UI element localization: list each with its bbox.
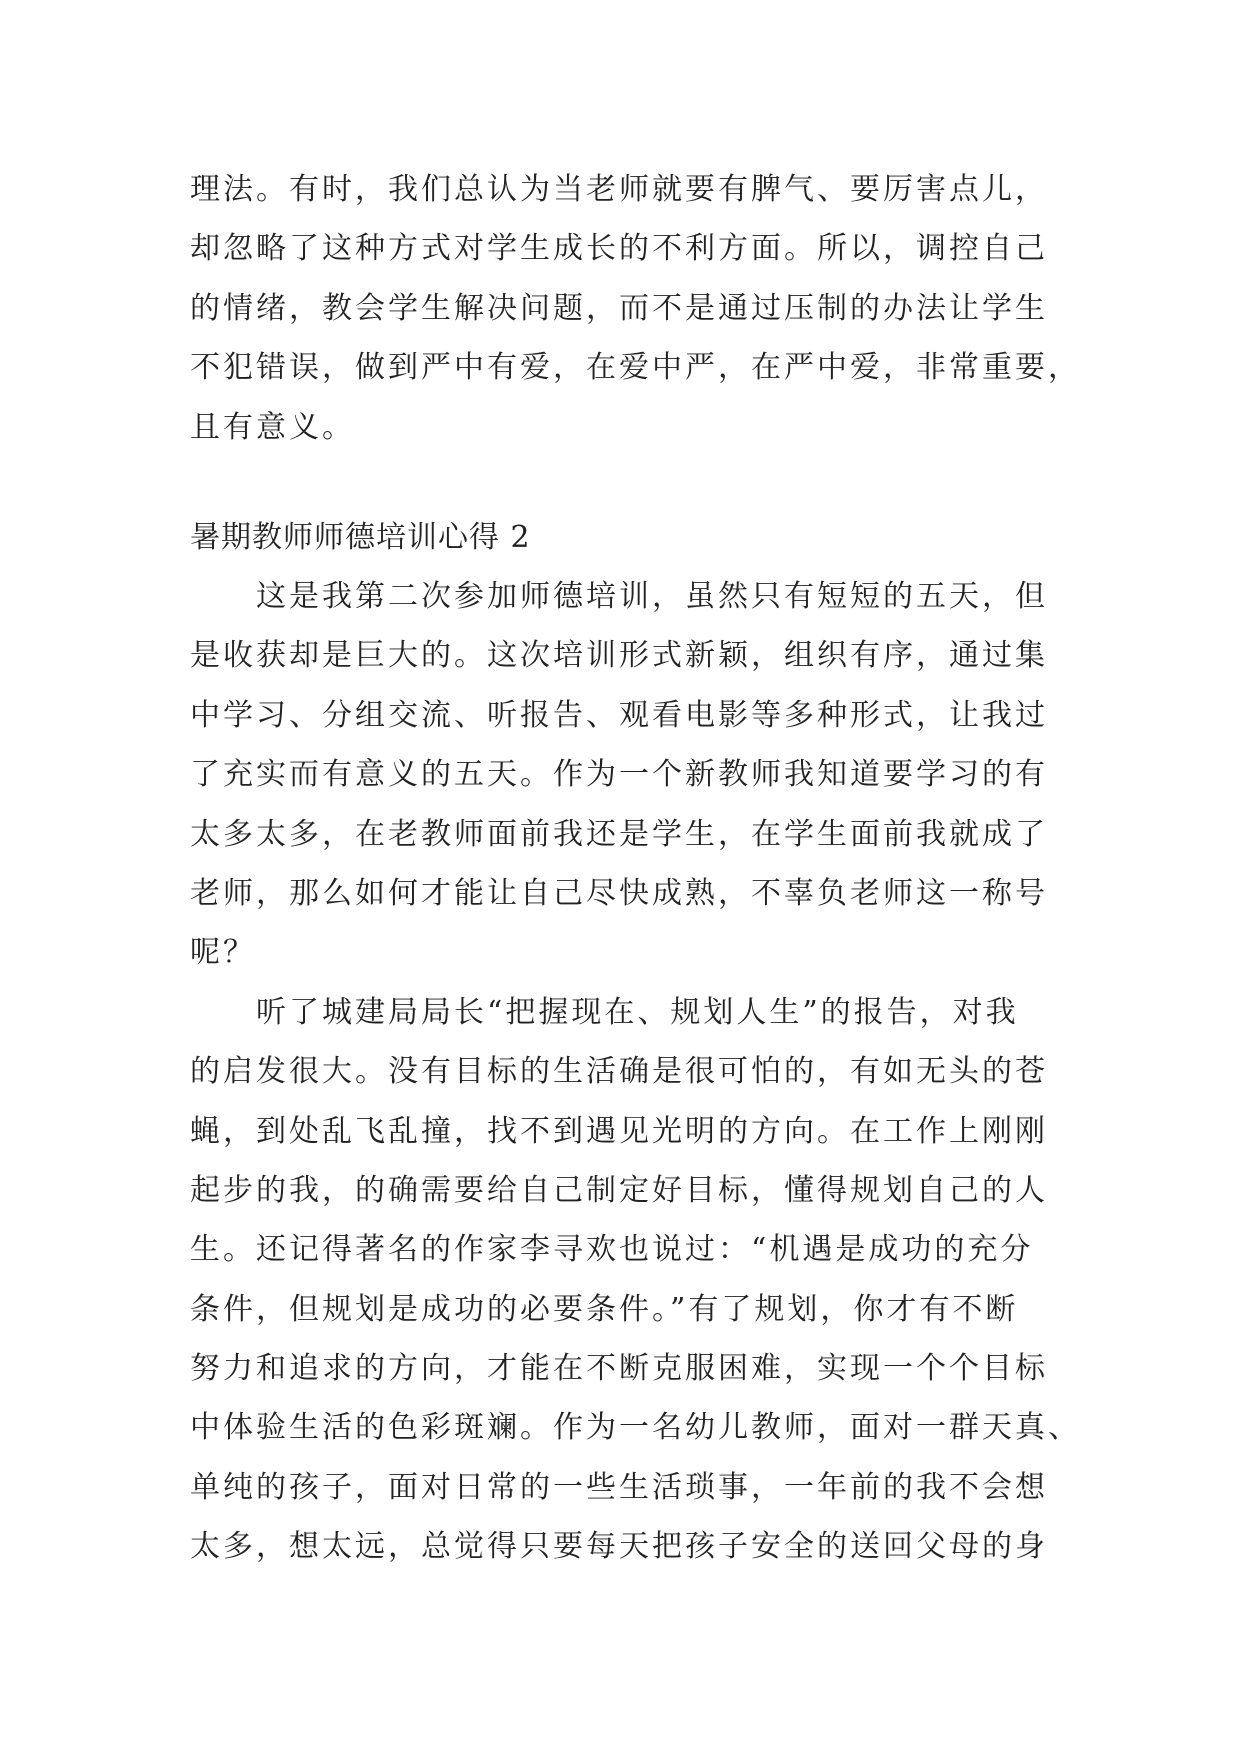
text-line: 的情绪，教会学生解决问题，而不是通过压制的办法让学生 (190, 290, 1048, 326)
text-line: 不犯错误，做到严中有爱，在爱中严，在严中爱，非常重要， (190, 350, 1081, 386)
text-line: 太多太多，在老教师面前我还是学生，在学生面前我就成了 (190, 816, 1048, 852)
text-line: 了充实而有意义的五天。作为一个新教师我知道要学习的有 (190, 757, 1048, 793)
text-line: 生。还记得著名的作家李寻欢也说过：“机遇是成功的充分 (190, 1232, 1034, 1268)
text-line: 蝇，到处乱飞乱撞，找不到遇见光明的方向。在工作上刚刚 (190, 1113, 1048, 1149)
text-line: 却忽略了这种方式对学生成长的不利方面。所以，调控自己 (190, 231, 1048, 267)
text-line: 老师，那么如何才能让自己尽快成熟，不辜负老师这一称号 (190, 875, 1048, 911)
text-line: 且有意义。 (190, 409, 355, 445)
text-line: 中体验生活的色彩斑斓。作为一名幼儿教师，面对一群天真、 (190, 1410, 1081, 1446)
text-line: 的启发很大。没有目标的生活确是很可怕的，有如无头的苍 (190, 1054, 1048, 1090)
section-title: 暑期教师师德培训心得 2 (190, 520, 531, 555)
section-body (190, 508, 1081, 1577)
text-line: 努力和追求的方向，才能在不断克服困难，实现一个个目标 (190, 1351, 1048, 1387)
text-line: 中学习、分组交流、听报告、观看电影等多种形式，让我过 (190, 697, 1048, 733)
text-line: 太多，想太远，总觉得只要每天把孩子安全的送回父母的身 (190, 1529, 1048, 1565)
text-line: 单纯的孩子，面对日常的一些生活琐事，一年前的我不会想 (190, 1469, 1048, 1505)
text-line: 是收获却是巨大的。这次培训形式新颖，组织有序，通过集 (190, 638, 1048, 674)
continuation-paragraph (190, 160, 1081, 457)
text-line: 这是我第二次参加师德培训，虽然只有短短的五天，但 (190, 579, 1048, 614)
text-line: 起步的我，的确需要给自己制定好目标，懂得规划自己的人 (190, 1172, 1048, 1208)
text-line: 条件，但规划是成功的必要条件。”有了规划，你才有不断 (190, 1291, 1019, 1327)
text-line: 理法。有时，我们总认为当老师就要有脾气、要厉害点儿， (190, 172, 1048, 207)
text-line: 听了城建局局长“把握现在、规划人生”的报告，对我 (190, 994, 1019, 1030)
text-line: 呢？ (190, 935, 256, 971)
